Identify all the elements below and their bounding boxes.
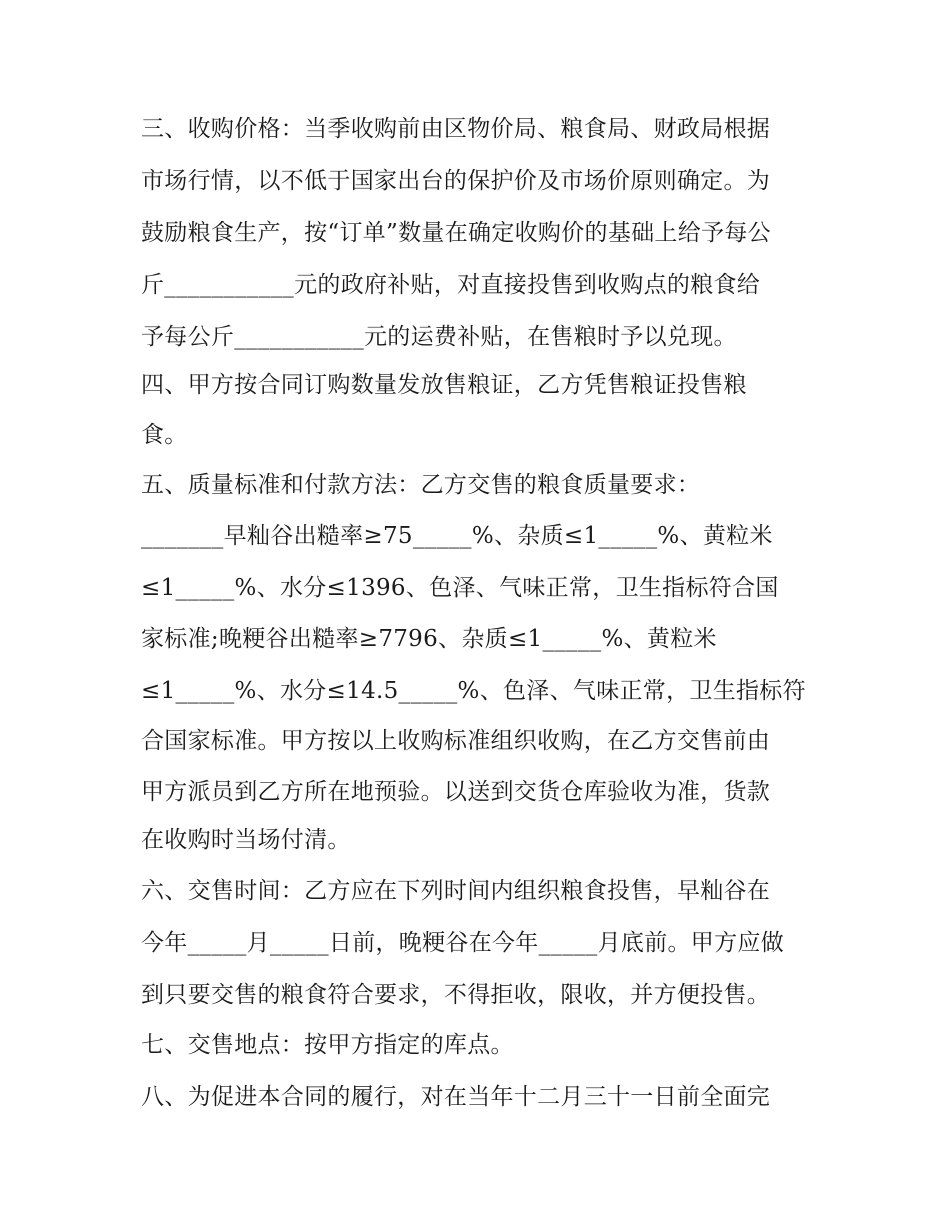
text-line: 五、质量标准和付款方法：乙方交售的粮食质量要求： [141, 472, 701, 498]
text-line: 市场行情，以不低于国家出台的保护价及市场价原则确定。为 [141, 168, 771, 194]
text-line: 八、为促进本合同的履行，对在当年十二月三十一日前全面完 [141, 1084, 771, 1110]
text-line: 四、甲方按合同订购数量发放售粮证，乙方凭售粮证投售粮 [141, 372, 747, 398]
text-line: ≤1_____%、水分≤14.5_____%、色泽、气味正常，卫生指标符 [141, 678, 806, 704]
text-line: 斤___________元的政府补贴，对直接投售到收购点的粮食给 [141, 272, 761, 298]
text-line: ≤1_____%、水分≤1396、色泽、气味正常，卫生指标符合国 [141, 575, 779, 601]
text-line: 甲方派员到乙方所在地预验。以送到交货仓库验收为准，货款 [141, 779, 771, 805]
text-line: 鼓励粮食生产，按“订单”数量在确定收购价的基础上给予每公 [141, 220, 771, 246]
text-line: 家标准;晚粳谷出糙率≥7796、杂质≤1_____%、黄粒米 [141, 626, 717, 652]
text-line: 予每公斤___________元的运费补贴，在售粮时予以兑现。 [141, 324, 737, 350]
text-line: _______早籼谷出糙率≥75_____%、杂质≤1_____%、黄粒米 [141, 523, 773, 549]
text-line: 今年_____月_____日前，晚粳谷在今年_____月底前。甲方应做 [141, 930, 784, 956]
text-line: 三、收购价格：当季收购前由区物价局、粮食局、财政局根据 [141, 116, 771, 142]
text-line: 到只要交售的粮食符合要求，不得拒收，限收，并方便投售。 [141, 982, 771, 1008]
text-line: 七、交售地点：按甲方指定的库点。 [141, 1032, 514, 1058]
text-line: 在收购时当场付清。 [141, 827, 351, 853]
text-line: 食。 [141, 422, 188, 448]
text-line: 六、交售时间：乙方应在下列时间内组织粮食投售，早籼谷在 [141, 878, 771, 904]
text-line: 合国家标准。甲方按以上收购标准组织收购，在乙方交售前由 [141, 728, 771, 754]
